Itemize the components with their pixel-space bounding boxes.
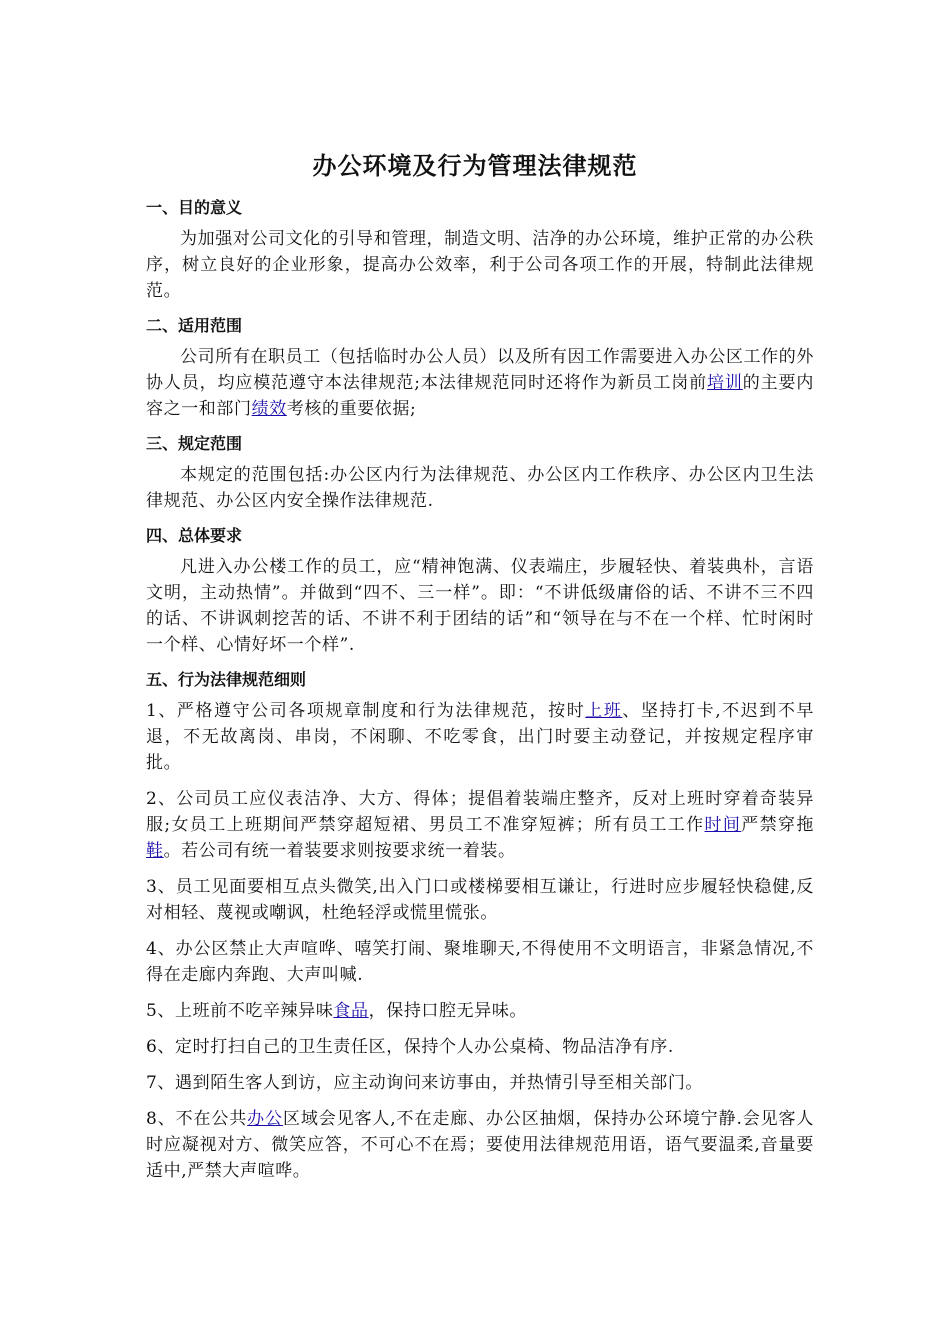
page-title: 办公环境及行为管理法律规范 <box>312 152 638 180</box>
section-paragraph-scope <box>146 344 814 422</box>
text-run: 公司所有在职员工（包括临时办公人员）以及所有因工作需要进入办公区工作的外协人员，均应模范遵守本法律规范;本法律规范同时还将作为新员工岗前 <box>146 347 814 393</box>
rule-item-8 <box>146 1106 814 1184</box>
text-run: 考核的重要依据; <box>286 399 417 419</box>
text-run: 2、公司员工应仪表洁净、大方、得体；提倡着装端庄整齐，反对上班时穿着奇装异服;女员工上班期间严禁穿超短裙、男员工不准穿短裤；所有员工工作 <box>146 789 814 835</box>
section-paragraph-purpose: 为加强对公司文化的引导和管理，制造文明、洁净的办公环境，维护正常的办公秩序，树立良好的企业形象，提高办公效率，利于公司各项工作的开展，特制此法律规范。 <box>146 229 814 301</box>
rule-item-3: 3、员工见面要相互点头微笑,出入门口或楼梯要相互谦让，行进时应步履轻快稳健,反对相轻、蔑视或嘲讽，杜绝轻浮或慌里慌张。 <box>146 877 814 923</box>
rule-item-4: 4、办公区禁止大声喧哗、嘻笑打闹、聚堆聊天,不得使用不文明语言，非紧急情况,不得在走廊内奔跑、大声叫喊. <box>146 939 814 985</box>
text-run: 8、不在公共 <box>146 1109 248 1129</box>
link-office[interactable]: 办公 <box>247 1109 283 1129</box>
rule-item-5 <box>146 998 814 1024</box>
text-run: ，保持口腔无异味。 <box>368 1001 528 1021</box>
text-run: 严禁穿拖 <box>741 815 815 835</box>
section-heading-purpose: 一、目的意义 <box>146 198 243 217</box>
rule-item-2 <box>146 786 814 864</box>
rule-item-1 <box>146 698 814 776</box>
link-time[interactable]: 时间 <box>704 815 742 835</box>
section-heading-rules: 五、行为法律规范细则 <box>146 670 307 689</box>
text-run: 、坚持打卡,不迟到不早退，不无故离岗、串岗，不闲聊、不吃零食，出门时要主动登记，并按规定程序审批。 <box>146 701 814 773</box>
link-food[interactable]: 食品 <box>333 1001 369 1021</box>
link-shoes[interactable]: 鞋 <box>146 841 164 861</box>
text-run: 。若公司有统一着装要求则按要求统一着装。 <box>163 841 516 861</box>
rule-item-6: 6、定时打扫自己的卫生责任区，保持个人办公桌椅、物品洁净有序. <box>146 1037 674 1057</box>
document-body <box>146 196 814 1194</box>
link-training[interactable]: 培训 <box>706 373 743 393</box>
section-heading-range: 三、规定范围 <box>146 434 243 453</box>
section-heading-general: 四、总体要求 <box>146 526 243 545</box>
text-run: 区域会见客人,不在走廊、办公区抽烟，保持办公环境宁静.会见客人时应凝视对方、微笑应答，不可心不在焉；要使用法律规范用语，语气要温柔,音量要适中,严禁大声喧哗。 <box>146 1109 815 1181</box>
text-run: 1、严格遵守公司各项规章制度和行为法律规范，按时 <box>146 701 586 721</box>
link-work[interactable]: 上班 <box>585 701 623 721</box>
section-heading-scope: 二、适用范围 <box>146 316 243 335</box>
text-run: 5、上班前不吃辛辣异味 <box>146 1001 334 1021</box>
text-run: 的主要内容之一和部门 <box>146 373 814 419</box>
link-performance[interactable]: 绩效 <box>251 399 287 419</box>
section-paragraph-general: 凡进入办公楼工作的员工，应“精神饱满、仪表端庄，步履轻快、着装典朴，言语文明，主动热情”。并做到“四不、三一样”。即：“不讲低级庸俗的话、不讲不三不四的话、不讲讽刺挖苦的话、不讲不利于团结的话”和“领导在与不在一个样、忙时闲时一个样、心情好坏一个样”. <box>146 557 814 655</box>
section-paragraph-range: 本规定的范围包括:办公区内行为法律规范、办公区内工作秩序、办公区内卫生法律规范、办公区内安全操作法律规范. <box>146 465 814 511</box>
rule-item-7: 7、遇到陌生客人到访，应主动询问来访事由，并热情引导至相关部门。 <box>146 1073 704 1093</box>
